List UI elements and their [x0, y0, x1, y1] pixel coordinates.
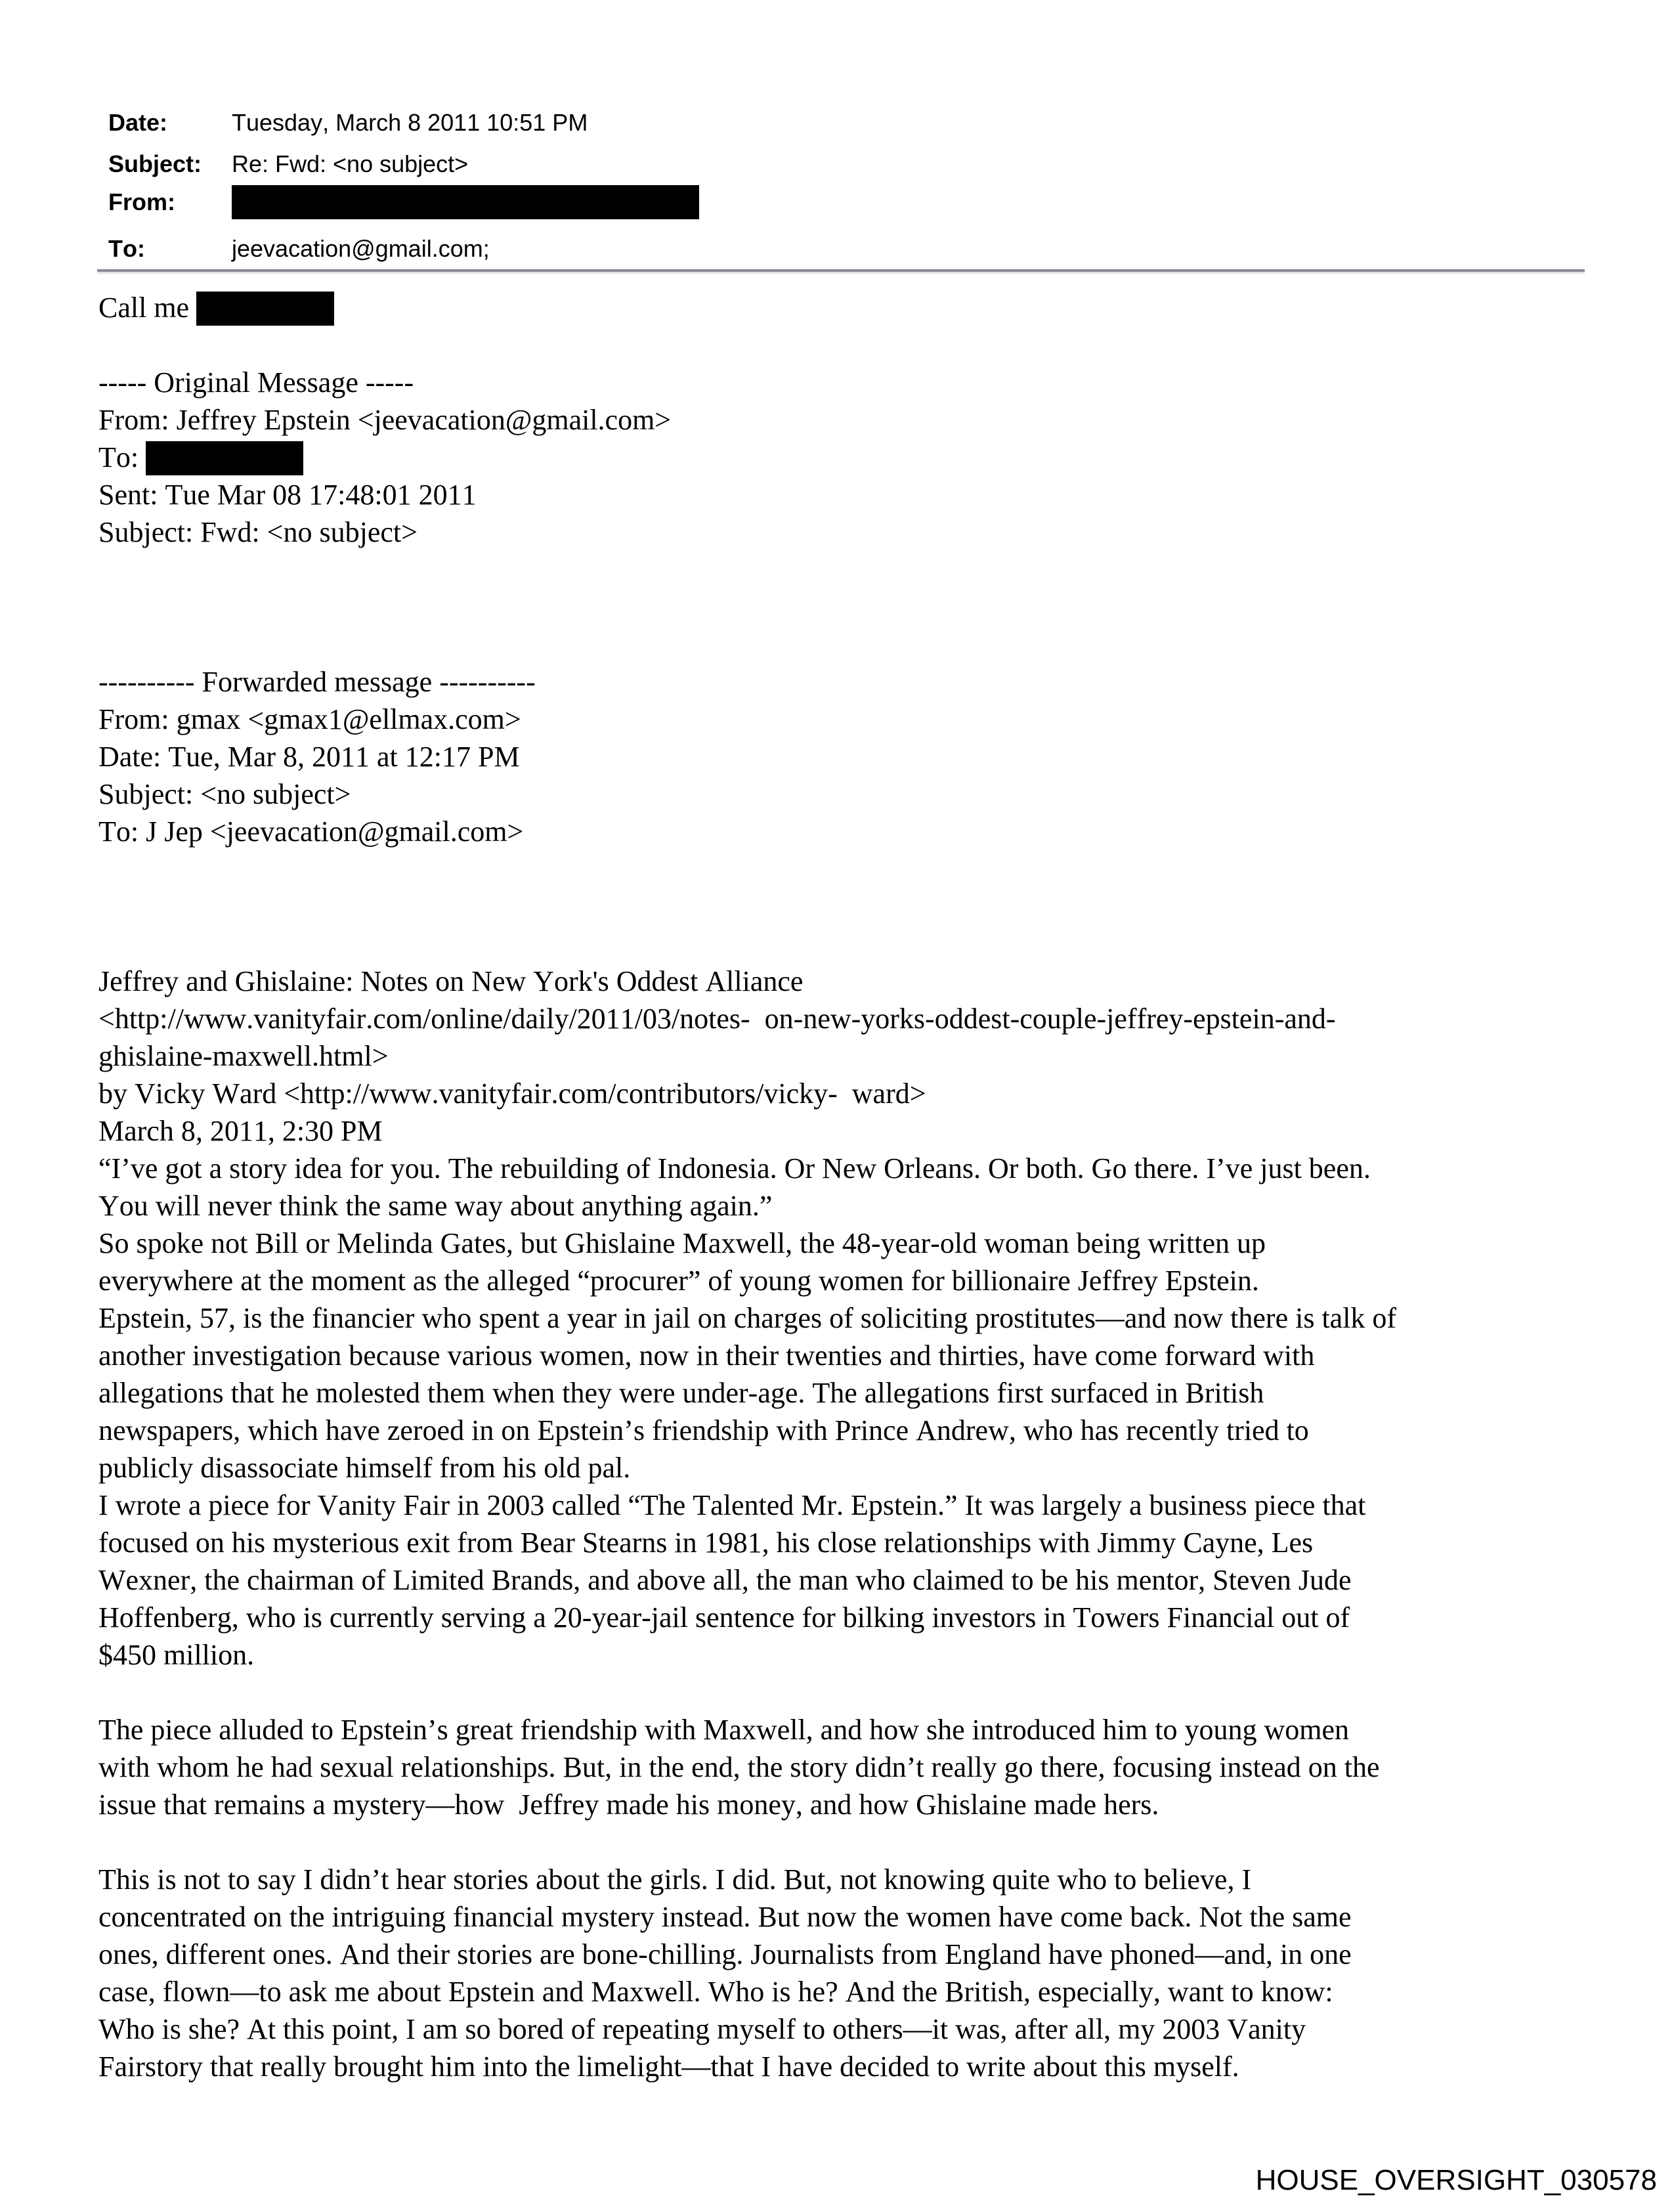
email-body — [98, 289, 1648, 2085]
body-line — [98, 738, 1648, 775]
body-line — [98, 1187, 1648, 1225]
to-field-label: To: — [108, 235, 145, 262]
body-text: From: gmax <gmax1@ellmax.com> — [98, 703, 521, 735]
body-text: another investigation because various women, now in their twenties and thirties, have come forward with — [98, 1339, 1315, 1372]
body-text: ones, different ones. And their stories are bone-chilling. Journalists from England have phoned—and, in one — [98, 1938, 1352, 1970]
body-text: by Vicky Ward <http://www.vanityfair.com/contributors/vicky- ward> — [98, 1077, 926, 1110]
body-line — [98, 925, 1648, 963]
header-row-date — [108, 109, 588, 137]
body-text: So spoke not Bill or Melinda Gates, but Ghislaine Maxwell, the 48-year-old woman being written up — [98, 1227, 1266, 1259]
body-text: publicly disassociate himself from his old pal. — [98, 1452, 631, 1484]
body-text: ----- Original Message ----- — [98, 366, 414, 399]
body-text: with whom he had sexual relationships. But, in the end, the story didn’t really go there, focusing instead on the — [98, 1751, 1380, 1783]
body-text: focused on his mysterious exit from Bear Stearns in 1981, his close relationships with Jimmy Cayne, Les — [98, 1527, 1314, 1559]
body-line — [98, 1412, 1648, 1449]
body-line — [98, 775, 1648, 813]
body-text: From: Jeffrey Epstein <jeevacation@gmail.com> — [98, 404, 672, 436]
body-text: everywhere at the moment as the alleged “procurer” of young women for billionaire Jeffrey Epstein. — [98, 1265, 1259, 1297]
header-row-subject — [108, 150, 468, 178]
body-text: Hoffenberg, who is currently serving a 20-year-jail sentence for bilking investors in Towers Financial out of — [98, 1601, 1350, 1634]
body-line — [98, 364, 1648, 401]
body-line — [98, 1711, 1648, 1748]
body-text: ---------- Forwarded message ---------- — [98, 666, 536, 698]
body-line — [98, 626, 1648, 663]
header-row-to — [108, 235, 490, 263]
body-text: Epstein, 57, is the financier who spent a year in jail on charges of soliciting prostitutes—and now there is talk of — [98, 1302, 1397, 1334]
body-line — [98, 701, 1648, 738]
body-text: Subject: Fwd: <no subject> — [98, 516, 418, 548]
body-line — [98, 1936, 1648, 1973]
body-line — [98, 663, 1648, 701]
body-line — [98, 1225, 1648, 1262]
body-line — [98, 588, 1648, 626]
body-line — [98, 1561, 1648, 1599]
body-text: The piece alluded to Epstein’s great friendship with Maxwell, and how she introduced him to young women — [98, 1714, 1349, 1746]
body-line — [98, 476, 1648, 513]
body-line — [98, 1075, 1648, 1112]
to-field-value: jeevacation@gmail.com; — [232, 235, 490, 262]
body-text: Date: Tue, Mar 8, 2011 at 12:17 PM — [98, 741, 520, 773]
body-text: This is not to say I didn’t hear stories about the girls. I did. But, not knowing quite who to believe, I — [98, 1863, 1252, 1896]
body-line — [98, 1524, 1648, 1561]
body-line — [98, 1112, 1648, 1150]
body-text: Wexner, the chairman of Limited Brands, and above all, the man who claimed to be his mentor, Steven Jude — [98, 1564, 1352, 1596]
body-line — [98, 326, 1648, 364]
header-row-from — [108, 185, 699, 219]
body-text: Who is she? At this point, I am so bored of repeating myself to others—it was, after all, my 2003 Vanity — [98, 2013, 1306, 2045]
body-text: Sent: Tue Mar 08 17:48:01 2011 — [98, 479, 477, 511]
date-field-value: Tuesday, March 8 2011 10:51 PM — [232, 109, 588, 136]
body-line — [98, 1973, 1648, 2010]
body-line — [98, 2048, 1648, 2085]
body-line — [98, 1000, 1648, 1037]
to-redaction — [146, 441, 303, 475]
subject-field-label: Subject: — [108, 150, 202, 177]
body-line — [98, 1337, 1648, 1374]
body-text: I wrote a piece for Vanity Fair in 2003 called “The Talented Mr. Epstein.” It was largely a business piece that — [98, 1489, 1366, 1521]
body-line — [98, 1786, 1648, 1823]
body-text: $450 million. — [98, 1639, 255, 1671]
body-line — [98, 888, 1648, 925]
body-line — [98, 1636, 1648, 1674]
body-line — [98, 1486, 1648, 1524]
body-line — [98, 1449, 1648, 1486]
body-line — [98, 289, 1648, 326]
body-line — [98, 1374, 1648, 1412]
body-line — [98, 1037, 1648, 1075]
subject-field-value: Re: Fwd: <no subject> — [232, 150, 469, 177]
body-text: newspapers, which have zeroed in on Epstein’s friendship with Prince Andrew, who has recently tried to — [98, 1414, 1309, 1446]
body-line — [98, 1262, 1648, 1299]
body-line — [98, 850, 1648, 888]
body-text: To: — [98, 441, 146, 473]
body-text: Subject: <no subject> — [98, 778, 351, 810]
from-redaction-bar — [232, 185, 699, 219]
body-text: ghislaine-maxwell.html> — [98, 1040, 389, 1072]
body-line — [98, 2010, 1648, 2048]
call-me-redaction — [196, 292, 334, 326]
body-line — [98, 401, 1648, 439]
body-text: allegations that he molested them when they were under-age. The allegations first surfaced in British — [98, 1377, 1264, 1409]
body-text: You will never think the same way about anything again.” — [98, 1190, 773, 1222]
body-text: issue that remains a mystery—how Jeffrey made his money, and how Ghislaine made hers. — [98, 1789, 1159, 1821]
body-line — [98, 439, 1648, 476]
body-text: Call me — [98, 292, 197, 324]
body-line — [98, 1150, 1648, 1187]
body-text: “I’ve got a story idea for you. The rebuilding of Indonesia. Or New Orleans. Or both. Go there. I’ve just been. — [98, 1152, 1371, 1184]
from-field-label: From: — [108, 188, 175, 215]
body-line — [98, 813, 1648, 850]
header-divider — [97, 269, 1585, 274]
body-text: Fairstory that really brought him into the limelight—that I have decided to write about this myself. — [98, 2050, 1239, 2083]
body-line — [98, 1898, 1648, 1936]
body-text: March 8, 2011, 2:30 PM — [98, 1115, 383, 1147]
body-text: case, flown—to ask me about Epstein and Maxwell. Who is he? And the British, especially, want to know: — [98, 1976, 1333, 2008]
body-text: concentrated on the intriguing financial mystery instead. But now the women have come back. Not the same — [98, 1901, 1352, 1933]
body-text: <http://www.vanityfair.com/online/daily/2011/03/notes- on-new-yorks-oddest-couple-jeffrey-epstein-and- — [98, 1003, 1336, 1035]
body-line — [98, 1299, 1648, 1337]
body-line — [98, 1748, 1648, 1786]
body-line — [98, 1599, 1648, 1636]
bates-number: HOUSE_OVERSIGHT_030578 — [1255, 2164, 1657, 2196]
body-line — [98, 551, 1648, 588]
date-field-label: Date: — [108, 109, 168, 136]
body-text: Jeffrey and Ghislaine: Notes on New York's Oddest Alliance — [98, 965, 804, 997]
body-line — [98, 1674, 1648, 1711]
body-line — [98, 1861, 1648, 1898]
body-line — [98, 513, 1648, 551]
body-line — [98, 963, 1648, 1000]
body-line — [98, 1823, 1648, 1861]
body-text: To: J Jep <jeevacation@gmail.com> — [98, 815, 524, 848]
